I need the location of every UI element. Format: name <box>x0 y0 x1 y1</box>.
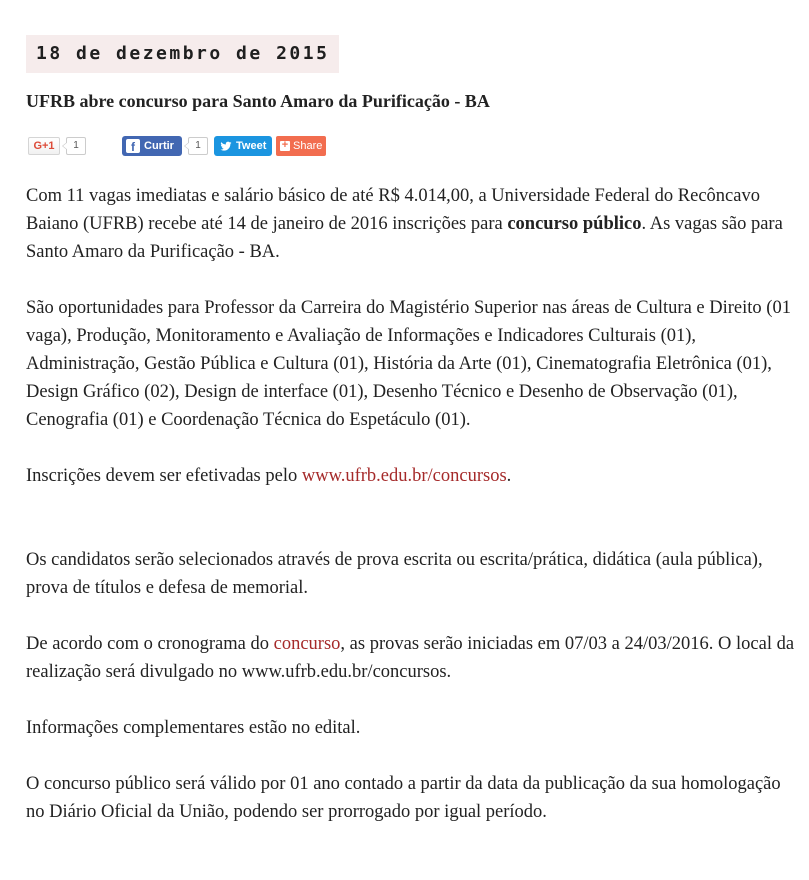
plus-icon: + <box>281 139 289 151</box>
paragraph-edital: Informações complementares estão no edital. <box>26 718 361 738</box>
post-body <box>26 182 796 826</box>
concursos-link[interactable]: www.ufrb.edu.br/concursos <box>301 466 507 486</box>
paragraph-text: . As vagas são para Santo Amaro da Purificação - BA. <box>26 214 783 262</box>
concurso-link[interactable]: concurso <box>273 634 341 654</box>
tweet-label: Tweet <box>236 140 267 152</box>
post-title[interactable]: UFRB abre concurso para Santo Amaro da Purificação - BA <box>26 91 490 111</box>
twitter-bird-icon <box>220 136 232 163</box>
facebook-like-label: Curtir <box>144 140 174 152</box>
facebook-icon: f <box>126 139 140 153</box>
facebook-like-button[interactable] <box>122 136 182 156</box>
paragraph-text: Com 11 vagas imediatas e salário básico de até R$ 4.014,00, a Universidade Federal do Recôncavo Baiano (UFRB) recebe até 14 de janeiro de 2016 inscrições para <box>26 186 760 234</box>
paragraph-text: . <box>506 466 512 486</box>
share-button[interactable] <box>276 136 326 156</box>
paragraph-validade: O concurso público será válido por 01 ano contado a partir da data da publicação da sua homologação no Diário Oficial da União, podendo ser prorrogado por igual período. <box>26 774 781 822</box>
tweet-button[interactable] <box>214 136 272 156</box>
google-plus-button[interactable]: G+1 <box>28 137 60 155</box>
bold-keyword: concurso público <box>507 214 642 234</box>
paragraph-cronograma <box>26 630 796 686</box>
paragraph-inscricoes <box>26 462 796 490</box>
paragraph-vagas <box>26 182 796 266</box>
paragraph-text: , as provas serão iniciadas em 07/03 a 24/03/2016. O local da realização será divulgado no www.ufrb.edu.br/concursos. <box>26 634 795 682</box>
facebook-like-count: 1 <box>188 137 208 155</box>
paragraph-selecao: Os candidatos serão selecionados através de prova escrita ou escrita/prática, didática (aula pública), prova de títulos e defesa de memorial. <box>26 550 763 598</box>
google-plus-count: 1 <box>66 137 86 155</box>
paragraph-text: Inscrições devem ser efetivadas pelo <box>26 466 302 486</box>
paragraph-text: De acordo com o cronograma do <box>26 634 274 654</box>
paragraph-oportunidades: São oportunidades para Professor da Carreira do Magistério Superior nas áreas de Cultura e Direito (01 vaga), Produção, Monitoramento e Avaliação de Informações e Indicadores Culturais (01), Administração, Gestão Pública e Cultura (01), História da Arte (01), Cinematografia Eletrônica (01), Design Gráfico (02), Design de interface (01), Desenho Técnico e Desenho de Observação (01), Cenografia (01) e Coordenação Técnica do Espetáculo (01). <box>26 298 791 430</box>
post-date-header: 18 de dezembro de 2015 <box>26 35 339 73</box>
share-label: Share <box>293 140 323 152</box>
share-bar <box>26 136 346 158</box>
